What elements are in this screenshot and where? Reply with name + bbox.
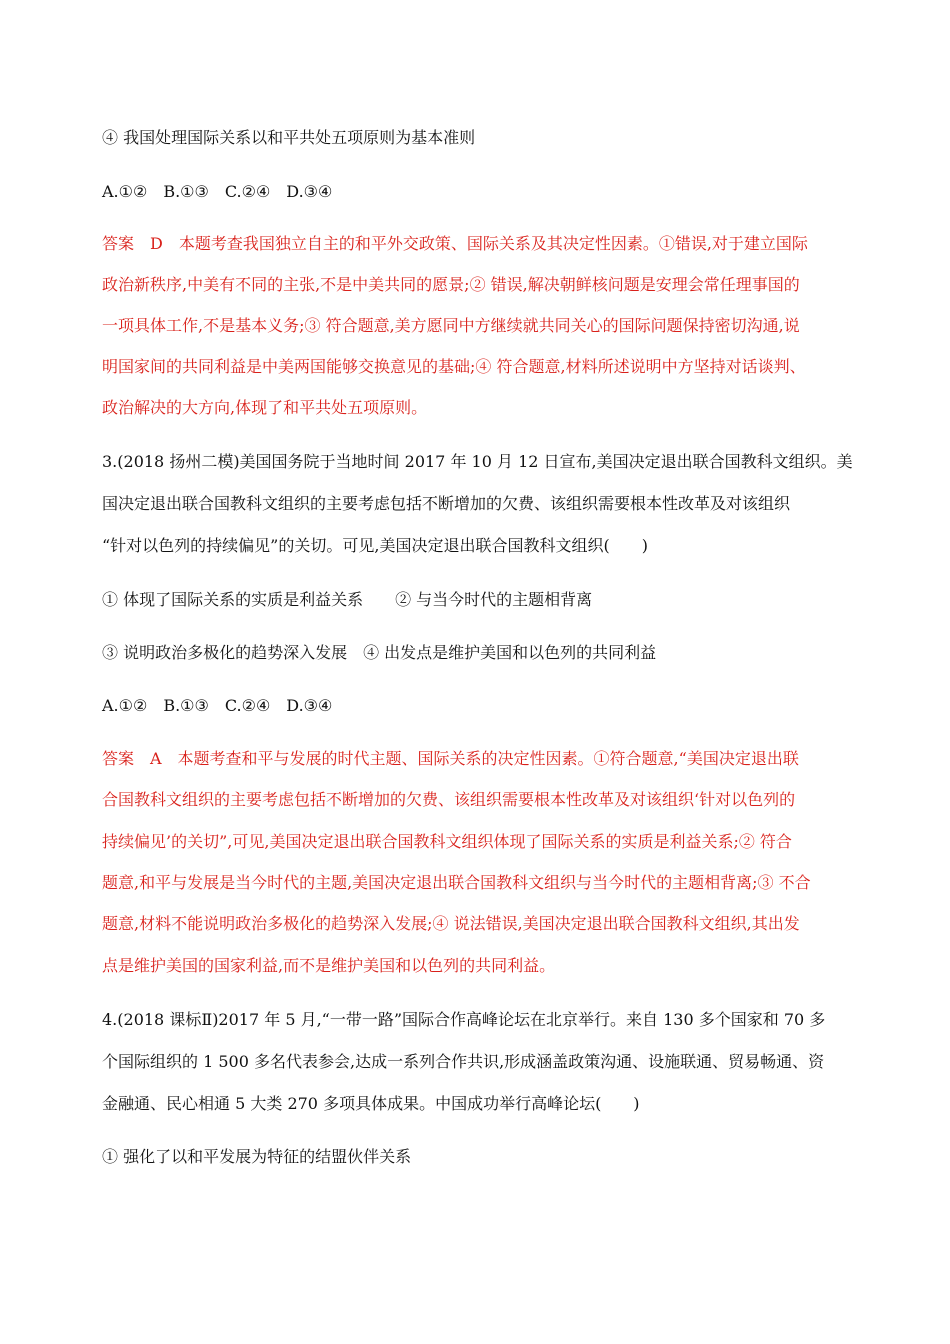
question-text-line: 个国际组织的 1 500 多名代表参会,达成一系列合作共识,形成涵盖政策沟通、设施联通、贸易畅通、资 xyxy=(102,1052,825,1071)
question-text-line: 国决定退出联合国教科文组织的主要考虑包括不断增加的欠费、该组织需要根本性改革及对该组织 xyxy=(102,494,791,513)
answer-text-line: 题意,材料不能说明政治多极化的趋势深入发展;④ 说法错误,美国决定退出联合国教科文组织,其出发 xyxy=(102,914,800,933)
answer-text-line: 明国家间的共同利益是中美两国能够交换意见的基础;④ 符合题意,材料所述说明中方坚持对话谈判、 xyxy=(102,357,806,376)
question-text-line: “针对以色列的持续偏见”的关切。可见,美国决定退出联合国教科文组织( ) xyxy=(102,536,648,555)
answer-text-line: 答案 A 本题考查和平与发展的时代主题、国际关系的决定性因素。①符合题意,“美国决定退出联 xyxy=(102,749,799,768)
option-statements: ③ 说明政治多极化的趋势深入发展 ④ 出发点是维护美国和以色列的共同利益 xyxy=(102,643,657,662)
answer-text-line: 点是维护美国的国家利益,而不是维护美国和以色列的共同利益。 xyxy=(102,956,556,975)
choice-options: A.①② B.①③ C.②④ D.③④ xyxy=(102,182,333,201)
option-statements: ① 强化了以和平发展为特征的结盟伙伴关系 xyxy=(102,1147,412,1166)
question-text-line: 3.(2018 扬州二模)美国国务院于当地时间 2017 年 10 月 12 日宣布,美国决定退出联合国教科文组织。美 xyxy=(102,452,853,471)
choice-options: A.①② B.①③ C.②④ D.③④ xyxy=(102,696,333,715)
answer-text-line: 一项具体工作,不是基本义务;③ 符合题意,美方愿同中方继续就共同关心的国际问题保持密切沟通,说 xyxy=(102,316,800,335)
answer-text-line: 答案 D 本题考查我国独立自主的和平外交政策、国际关系及其决定性因素。①错误,对于建立国际 xyxy=(102,234,808,253)
question-text-line: 4.(2018 课标Ⅱ)2017 年 5 月,“一带一路”国际合作高峰论坛在北京举行。来自 130 多个国家和 70 多 xyxy=(102,1010,826,1029)
answer-text-line: 政治解决的大方向,体现了和平共处五项原则。 xyxy=(102,398,428,417)
answer-text-line: 政治新秩序,中美有不同的主张,不是中美共同的愿景;② 错误,解决朝鲜核问题是安理会常任理事国的 xyxy=(102,275,800,294)
option-statements: ① 体现了国际关系的实质是利益关系 ② 与当今时代的主题相背离 xyxy=(102,590,593,609)
answer-text-line: 题意,和平与发展是当今时代的主题,美国决定退出联合国教科文组织与当今时代的主题相背离;③ 不合 xyxy=(102,873,811,892)
answer-text-line: 持续偏见’的关切”,可见,美国决定退出联合国教科文组织体现了国际关系的实质是利益关系;② 符合 xyxy=(102,832,792,851)
question-text-line: 金融通、民心相通 5 大类 270 多项具体成果。中国成功举行高峰论坛( ) xyxy=(102,1094,640,1113)
option-4-statement: ④ 我国处理国际关系以和平共处五项原则为基本准则 xyxy=(102,128,476,147)
answer-text-line: 合国教科文组织的主要考虑包括不断增加的欠费、该组织需要根本性改革及对该组织‘针对以色列的 xyxy=(102,790,796,809)
